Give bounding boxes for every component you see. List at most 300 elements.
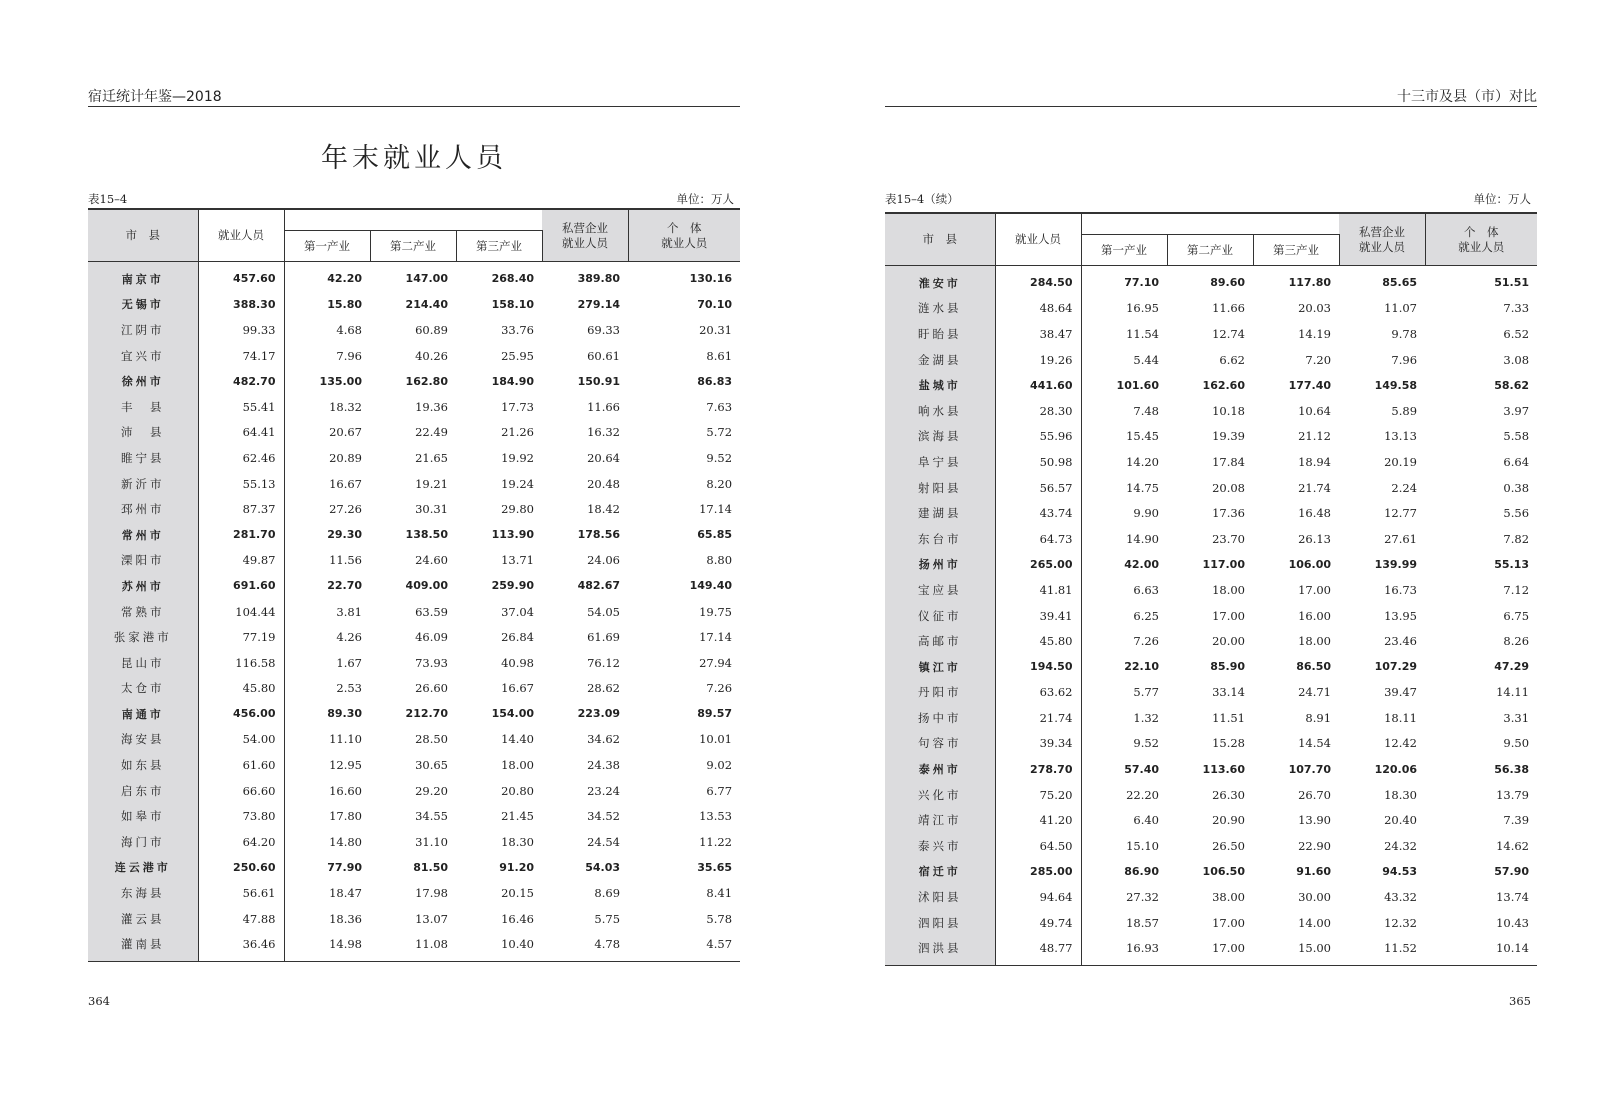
private-cell: 24.38 (587, 758, 621, 773)
secondary-cell: 17.00 (1212, 915, 1245, 930)
secondary-cell: 26.30 (1212, 787, 1245, 802)
primary-cell: 5.77 (1133, 685, 1159, 700)
primary-cell: 2.53 (336, 681, 362, 696)
region-name-cell: 仪征市 (885, 603, 995, 629)
total-cell: 48.64 (995, 296, 1081, 322)
table-row (885, 321, 1537, 347)
secondary-cell: 29.20 (415, 783, 448, 798)
tertiary-cell: 14.00 (1298, 915, 1332, 930)
region-name-cell: 昆山市 (88, 650, 198, 676)
col-header-private (542, 209, 628, 262)
secondary-cell: 30.65 (415, 758, 448, 773)
total-cell: 36.46 (198, 931, 284, 961)
total-cell: 64.50 (995, 833, 1081, 859)
secondary-cell: 113.60 (1202, 762, 1245, 776)
private-cell: 20.19 (1384, 454, 1418, 469)
region-name-cell: 新沂市 (88, 471, 198, 497)
individual-cell: 10.14 (1425, 935, 1537, 965)
region-name-cell: 苏州市 (88, 573, 198, 599)
total-cell: 250.60 (198, 855, 284, 881)
table-row (885, 372, 1537, 398)
individual-cell: 13.53 (699, 809, 733, 824)
tertiary-cell: 91.20 (499, 860, 535, 874)
region-name-cell: 涟水县 (885, 296, 995, 322)
tertiary-cell: 24.71 (1298, 685, 1332, 700)
secondary-cell: 21.65 (415, 450, 448, 465)
private-cell: 178.56 (577, 528, 621, 542)
col-header-individual (1425, 213, 1537, 266)
primary-cell: 101.60 (1116, 378, 1159, 392)
header-text (1359, 225, 1405, 254)
total-cell: 56.61 (198, 880, 284, 906)
primary-cell: 135.00 (319, 374, 362, 388)
tertiary-cell: 30.00 (1298, 890, 1332, 905)
private-cell: 12.32 (1384, 915, 1418, 930)
col-header-individual (628, 209, 740, 262)
total-cell: 64.41 (198, 420, 284, 446)
region-name-cell: 海安县 (88, 727, 198, 753)
individual-cell: 5.78 (706, 911, 733, 926)
tertiary-cell: 10.40 (456, 931, 542, 961)
primary-cell: 7.26 (1133, 634, 1159, 649)
private-cell: 12.77 (1384, 506, 1418, 521)
secondary-cell: 6.62 (1219, 352, 1245, 367)
primary-cell: 17.80 (329, 809, 362, 824)
primary-cell: 5.44 (1133, 352, 1159, 367)
secondary-cell: 63.59 (415, 604, 448, 619)
individual-cell: 56.38 (1494, 762, 1530, 776)
tertiary-cell: 117.80 (1288, 276, 1332, 290)
primary-cell: 11.54 (1126, 326, 1159, 341)
table-row (885, 859, 1537, 885)
region-name-cell: 徐州市 (88, 368, 198, 394)
private-cell: 11.07 (1384, 301, 1418, 316)
region-name-cell: 兴化市 (885, 782, 995, 808)
private-cell: 16.73 (1384, 582, 1418, 597)
table-row (885, 603, 1537, 629)
individual-cell: 6.77 (706, 783, 733, 798)
table-row (88, 292, 740, 318)
primary-cell: 18.47 (329, 886, 362, 901)
region-name-cell: 金湖县 (885, 347, 995, 373)
individual-cell: 11.22 (699, 834, 733, 849)
primary-cell: 22.70 (327, 579, 362, 593)
region-name-cell: 灌云县 (88, 906, 198, 932)
tertiary-cell: 26.84 (501, 630, 535, 645)
total-cell: 265.00 (995, 552, 1081, 578)
table-row (88, 548, 740, 574)
private-cell: 223.09 (577, 707, 621, 721)
total-cell: 62.46 (198, 445, 284, 471)
table-row (88, 880, 740, 906)
private-cell: 85.65 (1382, 276, 1418, 290)
tertiary-cell: 15.00 (1253, 935, 1339, 965)
tertiary-cell: 20.80 (501, 783, 535, 798)
tertiary-cell: 7.20 (1305, 352, 1332, 367)
table-row (88, 599, 740, 625)
individual-cell: 86.83 (697, 374, 733, 388)
individual-cell: 3.31 (1503, 710, 1530, 725)
private-cell: 389.80 (577, 272, 621, 286)
tertiary-cell: 18.00 (1298, 634, 1332, 649)
tertiary-cell: 113.90 (491, 528, 535, 542)
tertiary-cell: 18.94 (1298, 454, 1332, 469)
right-page (885, 0, 1537, 1099)
total-cell: 73.80 (198, 803, 284, 829)
region-name-cell: 如东县 (88, 752, 198, 778)
private-cell: 16.32 (587, 425, 621, 440)
primary-cell: 22.20 (1126, 787, 1159, 802)
individual-cell: 10.01 (699, 732, 733, 747)
individual-cell: 0.38 (1503, 480, 1530, 495)
secondary-cell: 17.84 (1212, 454, 1245, 469)
col-header-tertiary: 第三产业 (1253, 235, 1339, 266)
primary-cell: 9.52 (1133, 736, 1159, 751)
private-cell: 24.32 (1384, 838, 1418, 853)
primary-cell: 57.40 (1124, 762, 1159, 776)
table-row (885, 577, 1537, 603)
secondary-cell: 81.50 (413, 860, 448, 874)
table-row (885, 654, 1537, 680)
primary-cell: 42.20 (327, 272, 362, 286)
secondary-cell: 19.39 (1212, 429, 1245, 444)
table-row (885, 884, 1537, 910)
region-name-cell: 宜兴市 (88, 343, 198, 369)
tertiary-cell: 26.70 (1298, 787, 1332, 802)
total-cell: 87.37 (198, 496, 284, 522)
primary-cell: 14.75 (1126, 480, 1159, 495)
region-name-cell: 句容市 (885, 731, 995, 757)
total-cell: 47.88 (198, 906, 284, 932)
primary-cell: 20.89 (329, 450, 362, 465)
region-name-cell: 宝应县 (885, 577, 995, 603)
total-cell: 284.50 (995, 266, 1081, 296)
total-cell: 49.87 (198, 548, 284, 574)
primary-cell: 18.57 (1126, 915, 1159, 930)
total-cell: 94.64 (995, 884, 1081, 910)
primary-cell: 18.32 (329, 399, 362, 414)
table-row (885, 449, 1537, 475)
primary-cell: 16.95 (1126, 301, 1159, 316)
region-name-cell: 江阴市 (88, 317, 198, 343)
individual-cell: 5.58 (1503, 429, 1530, 444)
individual-cell: 5.72 (706, 425, 733, 440)
total-cell: 55.96 (995, 424, 1081, 450)
secondary-cell: 162.80 (405, 374, 448, 388)
unit-label: 单位：万人 (676, 192, 734, 206)
tertiary-cell: 16.67 (501, 681, 535, 696)
table-row (885, 680, 1537, 706)
secondary-cell: 85.90 (1210, 660, 1245, 674)
table-row (88, 803, 740, 829)
header-text (661, 221, 707, 250)
tertiary-cell: 268.40 (491, 272, 535, 286)
secondary-cell: 11.08 (370, 931, 456, 961)
private-cell: 61.69 (587, 630, 621, 645)
page-number: 364 (88, 994, 110, 1008)
secondary-cell: 117.00 (1202, 557, 1245, 571)
secondary-cell: 13.07 (415, 911, 448, 926)
secondary-cell: 73.93 (415, 655, 448, 670)
individual-cell: 65.85 (697, 528, 733, 542)
private-cell: 60.61 (587, 348, 621, 363)
region-name-cell: 盐城市 (885, 372, 995, 398)
primary-cell: 15.10 (1126, 838, 1159, 853)
private-cell: 12.42 (1384, 736, 1418, 751)
employment-table (88, 208, 740, 962)
tertiary-cell: 37.04 (501, 604, 535, 619)
primary-cell: 77.90 (327, 860, 362, 874)
total-cell: 77.19 (198, 624, 284, 650)
region-name-cell: 睢宁县 (88, 445, 198, 471)
region-name-cell: 宿迁市 (885, 859, 995, 885)
total-cell: 116.58 (198, 650, 284, 676)
region-name-cell: 沭阳县 (885, 884, 995, 910)
primary-cell: 14.20 (1126, 454, 1159, 469)
private-cell: 24.06 (587, 553, 621, 568)
tertiary-cell: 17.73 (501, 399, 535, 414)
table-row (885, 296, 1537, 322)
private-cell: 18.11 (1384, 710, 1418, 725)
region-name-cell: 连云港市 (88, 855, 198, 881)
region-name-cell: 响水县 (885, 398, 995, 424)
table-row (88, 343, 740, 369)
tertiary-cell: 8.91 (1305, 710, 1332, 725)
tertiary-cell: 17.00 (1298, 582, 1332, 597)
secondary-cell: 89.60 (1210, 276, 1245, 290)
header-line: 私营企业 (1359, 224, 1406, 239)
secondary-cell: 138.50 (405, 528, 448, 542)
total-cell: 39.41 (995, 603, 1081, 629)
table-row (885, 628, 1537, 654)
table-row (88, 573, 740, 599)
private-cell: 54.03 (585, 860, 621, 874)
table-id: 表15–4 (88, 192, 128, 206)
tertiary-cell: 259.90 (491, 579, 535, 593)
individual-cell: 7.12 (1503, 582, 1530, 597)
total-cell: 56.57 (995, 475, 1081, 501)
tertiary-cell: 14.19 (1298, 326, 1332, 341)
secondary-cell: 17.00 (1212, 608, 1245, 623)
individual-cell: 58.62 (1494, 378, 1530, 392)
individual-cell: 6.52 (1503, 326, 1530, 341)
secondary-cell: 19.36 (415, 399, 448, 414)
region-name-cell: 泗洪县 (885, 935, 995, 965)
tertiary-cell: 25.95 (501, 348, 535, 363)
secondary-cell: 34.55 (415, 809, 448, 824)
primary-cell: 14.80 (329, 834, 362, 849)
col-header-primary: 第一产业 (1081, 235, 1167, 266)
table-row (88, 317, 740, 343)
total-cell: 49.74 (995, 910, 1081, 936)
tertiary-cell: 21.45 (501, 809, 535, 824)
tertiary-cell: 26.13 (1298, 531, 1332, 546)
individual-cell: 20.31 (699, 322, 733, 337)
table-row (88, 906, 740, 932)
total-cell: 39.34 (995, 731, 1081, 757)
region-name-cell: 高邮市 (885, 628, 995, 654)
col-header-private (1339, 213, 1425, 266)
total-cell: 482.70 (198, 368, 284, 394)
individual-cell: 7.26 (706, 681, 733, 696)
region-name-cell: 盱眙县 (885, 321, 995, 347)
private-cell: 54.05 (587, 604, 621, 619)
secondary-cell: 31.10 (415, 834, 448, 849)
primary-cell: 14.98 (284, 931, 370, 961)
region-name-cell: 丰 县 (88, 394, 198, 420)
tertiary-cell: 177.40 (1288, 378, 1332, 392)
table-row (885, 756, 1537, 782)
header-line: 个 体 (667, 220, 702, 235)
table-row (885, 705, 1537, 731)
table-row (885, 731, 1537, 757)
region-name-cell: 靖江市 (885, 807, 995, 833)
col-header-name: 市 县 (88, 209, 198, 262)
private-cell: 149.58 (1374, 378, 1418, 392)
individual-cell: 14.62 (1496, 838, 1530, 853)
primary-cell: 7.96 (336, 348, 362, 363)
primary-cell: 11.10 (329, 732, 362, 747)
total-cell: 19.26 (995, 347, 1081, 373)
header-line: 个 体 (1464, 224, 1499, 239)
private-cell: 20.40 (1384, 813, 1418, 828)
private-cell: 69.33 (587, 322, 621, 337)
secondary-cell: 15.28 (1212, 736, 1245, 751)
tertiary-cell: 19.24 (501, 476, 535, 491)
primary-cell: 86.90 (1124, 864, 1159, 878)
individual-cell: 51.51 (1494, 276, 1530, 290)
table-row (88, 368, 740, 394)
region-name-cell: 沛 县 (88, 420, 198, 446)
private-cell: 482.67 (577, 579, 621, 593)
tertiary-cell: 18.30 (501, 834, 535, 849)
tertiary-cell: 14.40 (501, 732, 535, 747)
table-title: 年末就业人员 (321, 143, 507, 174)
region-name-cell: 如皋市 (88, 803, 198, 829)
private-cell: 5.89 (1391, 403, 1418, 418)
tertiary-cell: 10.64 (1298, 403, 1332, 418)
secondary-cell: 46.09 (415, 630, 448, 645)
table-row (88, 676, 740, 702)
secondary-cell: 212.70 (405, 707, 448, 721)
individual-cell: 5.56 (1503, 506, 1530, 521)
total-cell: 45.80 (995, 628, 1081, 654)
primary-cell: 14.90 (1126, 531, 1159, 546)
individual-cell: 130.16 (689, 272, 733, 286)
individual-cell: 17.14 (699, 502, 733, 517)
secondary-cell: 38.00 (1212, 890, 1245, 905)
secondary-cell: 409.00 (405, 579, 448, 593)
total-cell: 54.00 (198, 727, 284, 753)
individual-cell: 6.75 (1503, 608, 1530, 623)
total-cell: 456.00 (198, 701, 284, 727)
individual-cell: 17.14 (699, 630, 733, 645)
primary-cell: 27.26 (329, 502, 362, 517)
primary-cell: 77.10 (1124, 276, 1159, 290)
region-name-cell: 泰州市 (885, 756, 995, 782)
individual-cell: 35.65 (697, 860, 733, 874)
secondary-cell: 60.89 (415, 322, 448, 337)
tertiary-cell: 16.48 (1298, 506, 1332, 521)
private-cell: 11.52 (1339, 935, 1425, 965)
tertiary-cell: 86.50 (1296, 660, 1332, 674)
individual-cell: 9.50 (1503, 736, 1530, 751)
region-name-cell: 东海县 (88, 880, 198, 906)
tertiary-cell: 20.03 (1298, 301, 1332, 316)
tertiary-cell: 21.26 (501, 425, 535, 440)
individual-cell: 89.57 (697, 707, 733, 721)
individual-cell: 3.08 (1503, 352, 1530, 367)
tertiary-cell: 22.90 (1298, 838, 1332, 853)
primary-cell: 15.45 (1126, 429, 1159, 444)
table-row (885, 475, 1537, 501)
private-cell: 150.91 (577, 374, 621, 388)
secondary-cell: 214.40 (405, 297, 448, 311)
table-row (88, 752, 740, 778)
individual-cell: 13.79 (1496, 787, 1530, 802)
table-id: 表15–4（续） (885, 192, 959, 206)
table-row (88, 522, 740, 548)
col-header-primary: 第一产业 (284, 231, 370, 262)
primary-cell: 7.48 (1133, 403, 1159, 418)
primary-cell: 1.67 (336, 655, 362, 670)
col-header-span (1081, 213, 1339, 235)
total-cell: 441.60 (995, 372, 1081, 398)
region-name-cell: 丹阳市 (885, 680, 995, 706)
table-row (885, 266, 1537, 296)
total-cell: 45.80 (198, 676, 284, 702)
region-name-cell: 启东市 (88, 778, 198, 804)
secondary-cell: 28.50 (415, 732, 448, 747)
primary-cell: 27.32 (1126, 890, 1159, 905)
private-cell: 13.13 (1384, 429, 1418, 444)
tertiary-cell: 21.74 (1298, 480, 1332, 495)
header-line: 就业人员 (1458, 239, 1505, 254)
tertiary-cell: 40.98 (501, 655, 535, 670)
private-cell: 20.64 (587, 450, 621, 465)
table-row (88, 624, 740, 650)
private-cell: 139.99 (1374, 557, 1418, 571)
private-cell: 24.54 (587, 834, 621, 849)
individual-cell: 8.41 (706, 886, 733, 901)
secondary-cell: 17.98 (415, 886, 448, 901)
table-row (885, 398, 1537, 424)
region-name-cell: 海门市 (88, 829, 198, 855)
region-name-cell: 阜宁县 (885, 449, 995, 475)
region-name-cell: 溧阳市 (88, 548, 198, 574)
total-cell: 21.74 (995, 705, 1081, 731)
individual-cell: 7.33 (1503, 301, 1530, 316)
secondary-cell: 30.31 (415, 502, 448, 517)
primary-cell: 16.67 (329, 476, 362, 491)
secondary-cell: 12.74 (1212, 326, 1245, 341)
private-cell: 18.42 (587, 502, 621, 517)
individual-cell: 9.52 (706, 450, 733, 465)
primary-cell: 15.80 (327, 297, 362, 311)
secondary-cell: 162.60 (1202, 378, 1245, 392)
table-row (885, 552, 1537, 578)
tertiary-cell: 29.80 (501, 502, 535, 517)
total-cell: 104.44 (198, 599, 284, 625)
primary-cell: 22.10 (1124, 660, 1159, 674)
region-name-cell: 邳州市 (88, 496, 198, 522)
total-cell: 278.70 (995, 756, 1081, 782)
running-head-text: 十三市及县（市）对比 (1397, 89, 1537, 105)
primary-cell: 3.81 (336, 604, 362, 619)
tertiary-cell: 106.00 (1288, 557, 1332, 571)
primary-cell: 6.63 (1133, 582, 1159, 597)
primary-cell: 11.56 (329, 553, 362, 568)
